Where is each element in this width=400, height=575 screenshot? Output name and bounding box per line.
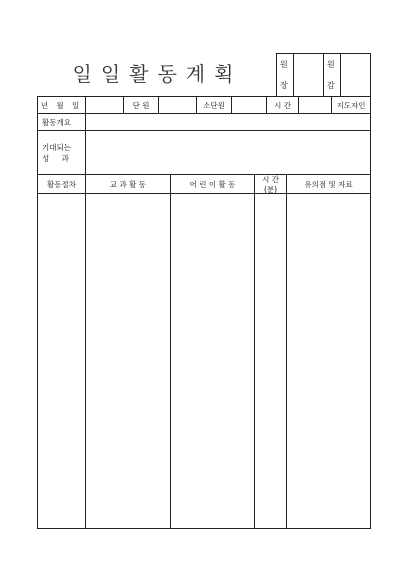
header-row-bottom: [37, 193, 371, 194]
time-label: 시 간: [274, 101, 291, 110]
header-time-line1: 시 간: [262, 175, 279, 184]
approval-label-1-top: 원: [280, 60, 288, 69]
approval-box-divider-3: [340, 53, 341, 96]
table-bottom-border: [37, 528, 371, 529]
overview-label: 활동개요: [42, 118, 71, 127]
subunit-label: 소단원: [203, 101, 225, 110]
unit-label: 단 원: [132, 101, 150, 110]
page-title: 일일활동계획: [72, 62, 243, 86]
activity-col-divider-2: [170, 174, 171, 529]
header-notes: 유의점 및 자료: [304, 180, 353, 189]
header-teacher-activity: 교 과 활 동: [109, 180, 147, 189]
expected-label-line2: 성 과: [42, 154, 74, 163]
header-child-activity: 어 린 이 활 동: [189, 180, 236, 189]
table-left-border: [37, 96, 38, 529]
approval-label-1-bottom: 장: [280, 81, 288, 90]
approval-box-right-border: [370, 53, 371, 96]
info-divider-7: [298, 96, 299, 113]
info-divider-5: [231, 96, 232, 113]
overview-row-bottom: [37, 130, 371, 131]
table-right-border: [370, 96, 371, 529]
info-divider-3: [158, 96, 159, 113]
teacher-label: 지도자인: [336, 101, 366, 110]
activity-col-divider-1: [85, 174, 86, 529]
activity-col-divider-4: [286, 174, 287, 529]
header-time-line2: (분): [263, 185, 278, 194]
approval-box-divider-1: [293, 53, 294, 96]
approval-label-2-top: 원: [327, 60, 335, 69]
expected-row-bottom: [37, 174, 371, 175]
activity-col-divider-3: [254, 174, 255, 529]
label-column-divider: [85, 113, 86, 174]
table-top-border: [37, 96, 371, 97]
info-row-bottom: [37, 113, 371, 114]
expected-label-line1: 기대되는: [42, 143, 71, 152]
approval-label-2-bottom: 감: [327, 81, 335, 90]
header-procedure: 활동절차: [47, 180, 76, 189]
info-divider-1: [85, 96, 86, 113]
approval-box-divider-2: [323, 53, 324, 96]
approval-box-left-border: [276, 53, 277, 96]
date-label: 년 월 일: [40, 101, 83, 110]
